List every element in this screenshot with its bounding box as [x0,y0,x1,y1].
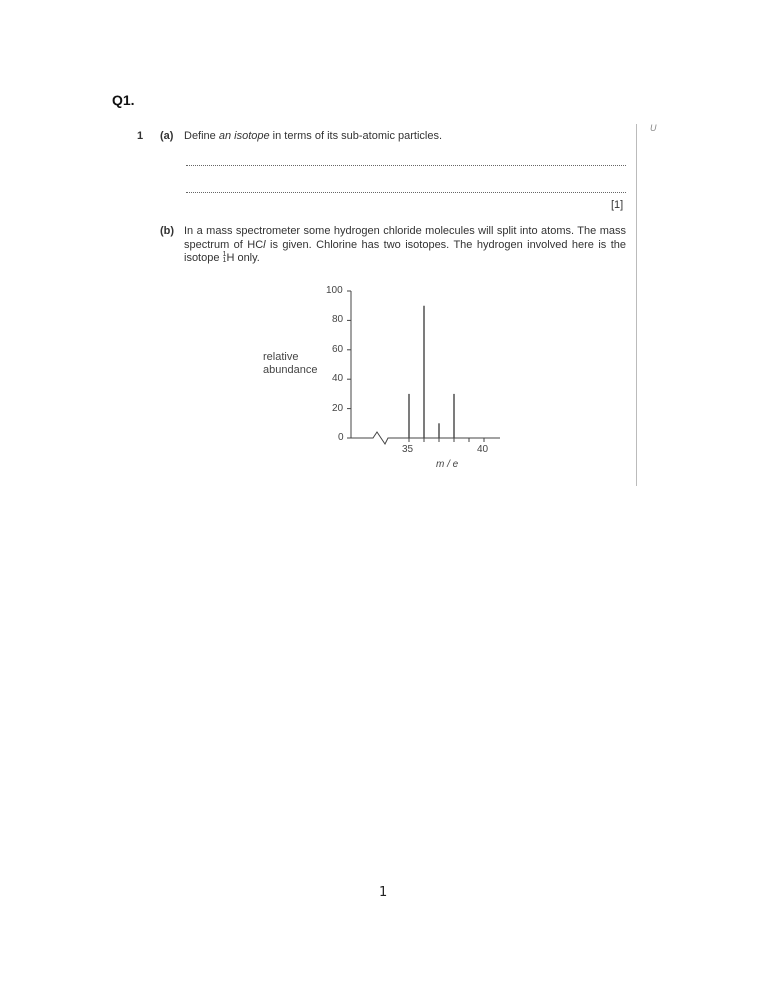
ytick-20: 20 [332,403,344,414]
answer-line-1[interactable] [186,163,626,166]
y-axis-label-line2: abundance [263,364,318,376]
xtick-40: 40 [477,444,489,455]
ytick-40: 40 [332,373,344,384]
chlorine-symbol: l [263,238,266,251]
ytick-80: 80 [332,314,344,325]
xtick-35: 35 [402,444,414,455]
margin-mark: U [650,123,657,133]
isotope-notation [223,252,227,264]
part-a-text-italic: an isotope [218,130,270,142]
x-axis-label: m / e [436,459,459,470]
part-b-line3: only. [234,252,260,264]
question-label: Q1. [112,92,135,108]
part-b-text [184,225,626,266]
isotope-mass: 1 [222,251,227,258]
y-axis-label-line1: relative [263,351,299,363]
ytick-100: 100 [326,285,343,296]
margin-line [636,124,637,486]
ytick-0: 0 [338,432,344,443]
part-b-label: (b) [160,225,175,237]
isotope-atomic: 1 [222,257,227,264]
x-axis [351,432,500,444]
question-number: 1 [137,130,144,142]
part-a-text-before: Define [184,130,219,142]
mass-spectrum-chart [320,280,520,480]
page-number: 1 [379,885,388,900]
part-b-line2: is given. Chlorine has two isotopes. The hydrogen involved here is the isotope [184,238,626,264]
part-a-text-after: in terms of its sub-atomic particles. [269,130,443,142]
marks-a: [1] [611,199,624,211]
part-a-prompt [184,130,442,142]
answer-line-2[interactable] [186,190,626,193]
isotope-symbol: H [226,252,235,264]
y-axis-label [263,351,317,377]
part-a-label: (a) [160,130,174,142]
ytick-60: 60 [332,344,344,355]
part-b-line1: In a mass spectrometer some hydrogen chloride molecules will split into atoms. The mass spectrum of HC [184,225,626,251]
